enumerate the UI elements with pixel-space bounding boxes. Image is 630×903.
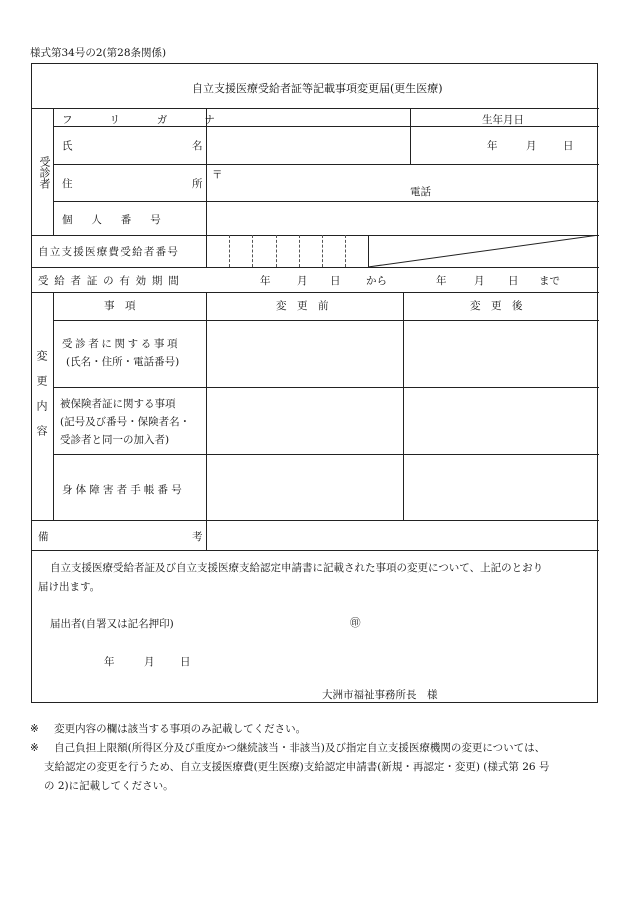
row2-line2: (記号及び番号・保険者名・ [60,416,191,428]
validity-year1: 年 [260,275,271,287]
name-label-1: 氏 [62,140,73,152]
validity-day2: 日 [508,275,519,287]
furigana-label: フ リ ガ ナ [62,114,232,126]
row2-line3: 受診者と同一の加入者) [60,434,170,446]
form-number: 様式第34号の2(第28条関係) [30,47,167,59]
validity-month2: 月 [474,275,485,287]
declaration-day: 日 [180,656,191,668]
note-1-mark: ※ [30,723,39,735]
address-label-2: 所 [192,178,203,190]
validity-month1: 月 [297,275,308,287]
form-table [31,63,598,703]
row3-label: 身体障害者手帳番号 [62,484,185,496]
seal-mark: ㊞ [350,617,361,629]
note-2-mark: ※ [30,742,39,754]
recipient-number-label: 自立支援医療費受給者番号 [38,246,180,258]
note-2 [30,739,545,757]
row1-line1: 受診者に関する事項 [62,338,181,350]
col-item-header: 事 項 [104,300,136,312]
note-1-text: 変更内容の欄は該当する事項のみ記載してください。 [54,723,307,735]
remarks-label-2: 考 [192,531,203,543]
birth-day: 日 [563,140,574,152]
note-2-line3: の 2)に記載してください。 [44,780,174,792]
postal-mark: 〒 [212,169,223,181]
row1-line2: (氏名・住所・電話番号) [66,356,180,368]
birth-year: 年 [487,140,498,152]
mynumber-label: 個 人 番 号 [62,214,165,226]
note-1 [30,720,306,738]
note-2-line1: 自己負担上限額(所得区分及び重度かつ継続該当・非該当)及び指定自立支援医療機関の変更については、 [54,742,546,754]
form-title: 自立支援医療受給者証等記載事項変更届(更生医療) [192,82,443,95]
validity-day1: 日 [330,275,341,287]
col-after-header: 変 更 後 [470,300,523,312]
note-2-line2: 支給認定の変更を行うため、自立支援医療費(更生医療)支給認定申請書(新規・再認定・変更) (様式第 26 号 [44,761,550,773]
addressee: 大洲市福祉事務所長 様 [322,689,438,701]
declaration-line2: 届け出ます。 [38,581,101,593]
validity-label: 受給者証の有効期間 [38,275,185,287]
declaration-year: 年 [104,656,115,668]
changes-section-label: 変更内容 [35,350,48,450]
patient-section-label: 受診者 [38,156,51,189]
remarks-label-1: 備 [38,531,49,543]
address-label-1: 住 [62,178,73,190]
diagonal-slash [368,235,599,267]
validity-until: まで [539,275,560,287]
birth-month: 月 [526,140,537,152]
birthdate-label: 生年月日 [482,114,524,126]
notifier-label: 届出者(自署又は記名押印) [50,618,174,630]
col-before-header: 変 更 前 [276,300,329,312]
phone-label: 電話 [410,186,431,198]
declaration-line1: 自立支援医療受給者証及び自立支援医療支給認定申請書に記載された事項の変更について、上記のとおり [50,562,544,574]
row2-line1: 被保険者証に関する事項 [60,398,176,410]
declaration-month: 月 [144,656,155,668]
validity-year2: 年 [436,275,447,287]
validity-from: から [366,275,387,287]
name-label-2: 名 [192,140,203,152]
